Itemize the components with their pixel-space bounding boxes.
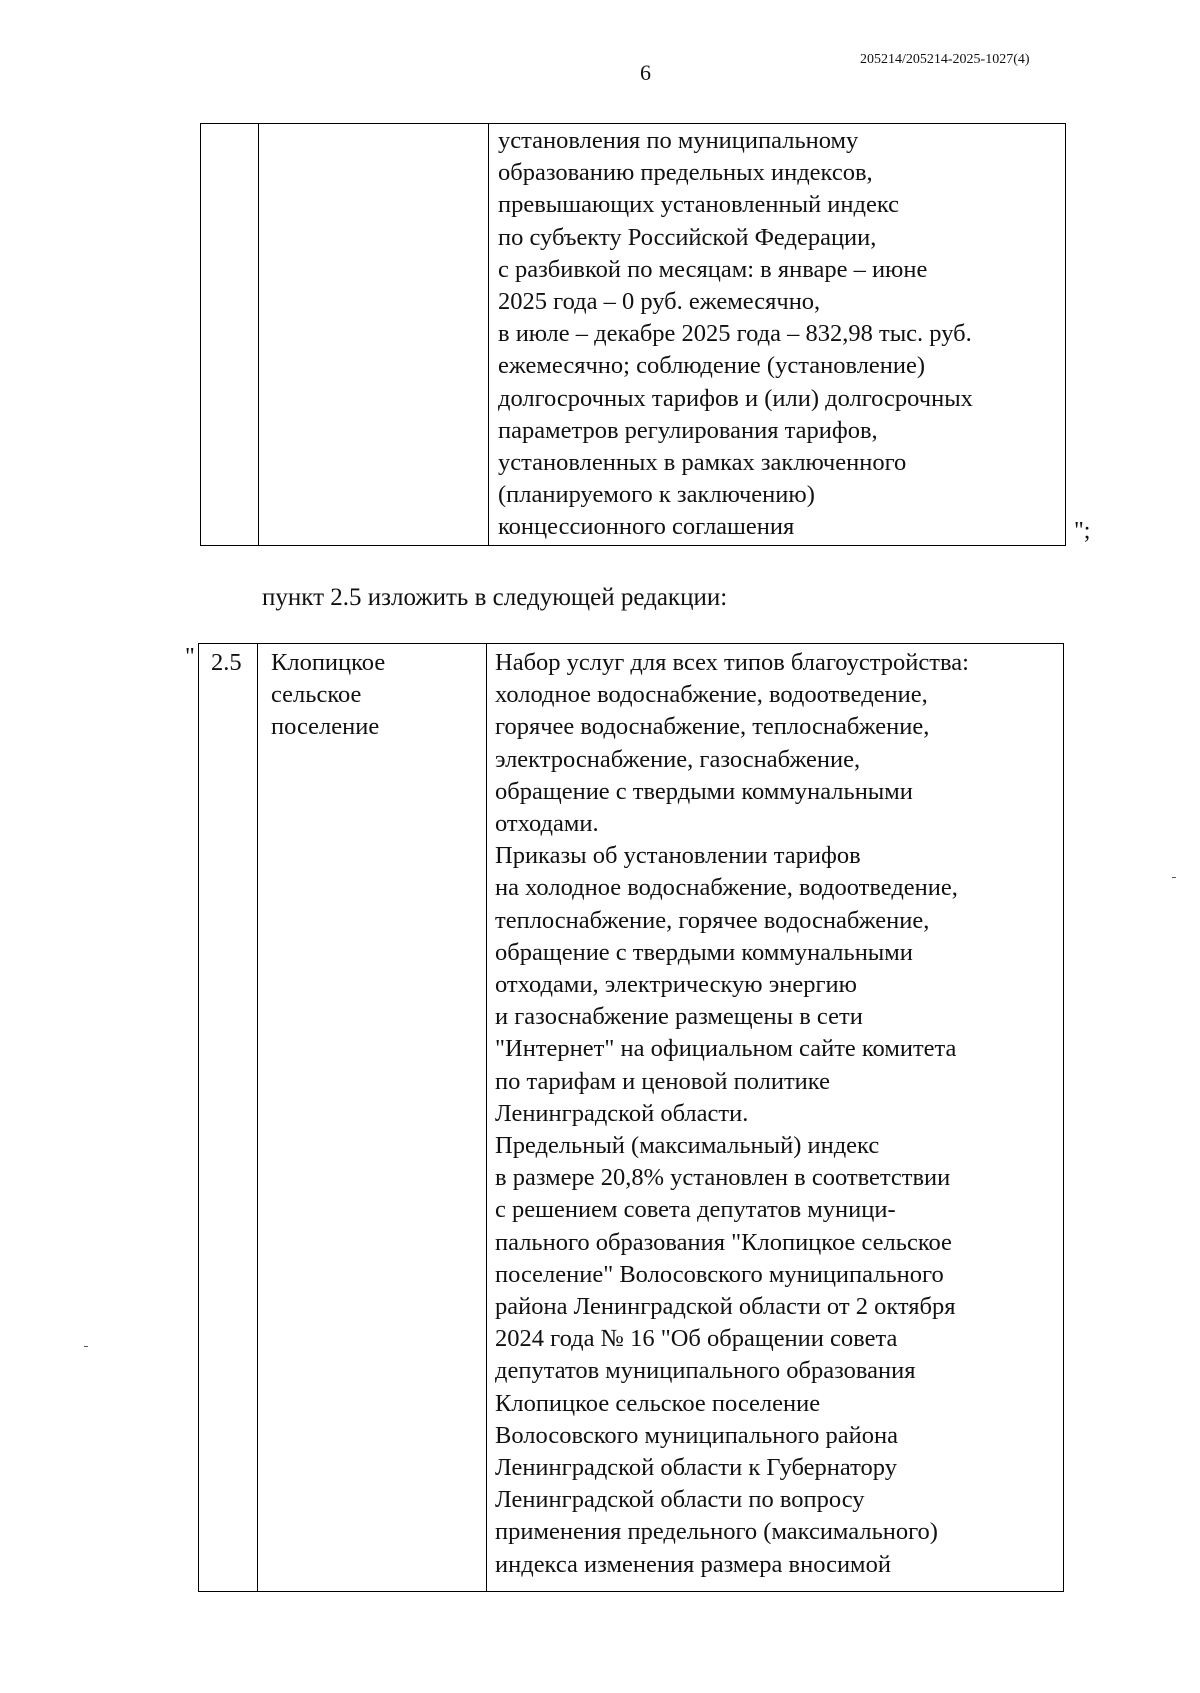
- text-line: 2025 года – 0 руб. ежемесячно,: [498, 288, 821, 316]
- text-line: Ленинградской области по вопросу: [495, 1486, 865, 1514]
- text-line: превышающих установленный индекс: [498, 191, 900, 219]
- table-cell-description: [498, 125, 973, 544]
- text-line: применения предельного (максимального): [495, 1518, 938, 1546]
- closing-quote-mark: ";: [1074, 518, 1091, 544]
- settlement-name: [271, 647, 385, 744]
- text-line: концессионного соглашения: [498, 513, 795, 541]
- table-column-divider: [486, 644, 487, 1591]
- text-line: пального образования "Клопицкое сельское: [495, 1228, 952, 1256]
- text-line: района Ленинградской области от 2 октября: [495, 1293, 956, 1321]
- opening-quote-mark: ": [185, 644, 195, 670]
- scan-artifact: [1172, 877, 1176, 878]
- text-line: 2024 года № 16 "Об обращении совета: [495, 1325, 898, 1353]
- text-line: холодное водоснабжение, водоотведение,: [495, 681, 928, 709]
- text-line: обращение с твердыми коммунальными: [495, 777, 913, 805]
- table-continuation: [200, 123, 1066, 546]
- text-line: индекса изменения размера вносимой: [495, 1550, 891, 1578]
- item-number: 2.5: [211, 649, 242, 676]
- text-line: ежемесячно; соблюдение (установление): [498, 352, 926, 380]
- text-line: Волосовского муниципального района: [495, 1421, 898, 1449]
- text-line: по субъекту Российской Федерации,: [498, 223, 877, 251]
- text-line: "Интернет" на официальном сайте комитета: [495, 1035, 957, 1063]
- text-line: на холодное водоснабжение, водоотведение,: [495, 874, 958, 902]
- text-line: депутатов муниципального образования: [495, 1357, 916, 1385]
- text-line: горячее водоснабжение, теплоснабжение,: [495, 713, 930, 741]
- text-line: Ленинградской области к Губернатору: [495, 1454, 897, 1482]
- text-line: Клопицкое сельское поселение: [495, 1389, 821, 1417]
- text-line: и газоснабжение размещены в сети: [495, 1003, 863, 1031]
- table-column-divider: [488, 124, 489, 545]
- intro-paragraph: пункт 2.5 изложить в следующей редакции:: [262, 584, 728, 611]
- text-line: Клопицкое: [271, 649, 386, 676]
- text-line: установленных в рамках заключенного: [498, 449, 907, 477]
- text-line: с разбивкой по месяцам: в январе – июне: [498, 255, 928, 283]
- text-line: поселение: [271, 713, 380, 741]
- table-column-divider: [257, 644, 258, 1591]
- text-line: в июле – декабре 2025 года – 832,98 тыс. руб.: [498, 320, 972, 348]
- text-line: сельское: [271, 681, 362, 709]
- text-line: Набор услуг для всех типов благоустройства:: [495, 649, 969, 676]
- text-line: с решением совета депутатов муници-: [495, 1196, 896, 1224]
- text-line: обращение с твердыми коммунальными: [495, 938, 913, 966]
- text-line: по тарифам и ценовой политике: [495, 1067, 830, 1095]
- text-line: долгосрочных тарифов и (или) долгосрочных: [498, 384, 973, 412]
- text-line: в размере 20,8% установлен в соответствии: [495, 1164, 951, 1192]
- text-line: (планируемого к заключению): [498, 481, 815, 509]
- text-line: образованию предельных индексов,: [498, 159, 873, 187]
- document-id: 205214/205214-2025-1027(4): [860, 52, 1030, 67]
- scan-artifact: [84, 1346, 88, 1347]
- text-line: установления по муниципальному: [498, 127, 859, 154]
- table-item-2-5: [198, 643, 1064, 1592]
- text-line: параметров регулирования тарифов,: [498, 416, 878, 444]
- text-line: теплоснабжение, горячее водоснабжение,: [495, 906, 930, 934]
- table-cell-description: [495, 647, 969, 1581]
- text-line: электроснабжение, газоснабжение,: [495, 745, 861, 773]
- page-number: 6: [640, 60, 651, 85]
- text-line: отходами, электрическую энергию: [495, 971, 857, 999]
- text-line: Приказы об установлении тарифов: [495, 842, 861, 870]
- table-column-divider: [258, 124, 259, 545]
- text-line: отходами.: [495, 810, 599, 838]
- text-line: Предельный (максимальный) индекс: [495, 1132, 880, 1160]
- text-line: поселение" Волосовского муниципального: [495, 1260, 944, 1288]
- text-line: Ленинградской области.: [495, 1099, 749, 1127]
